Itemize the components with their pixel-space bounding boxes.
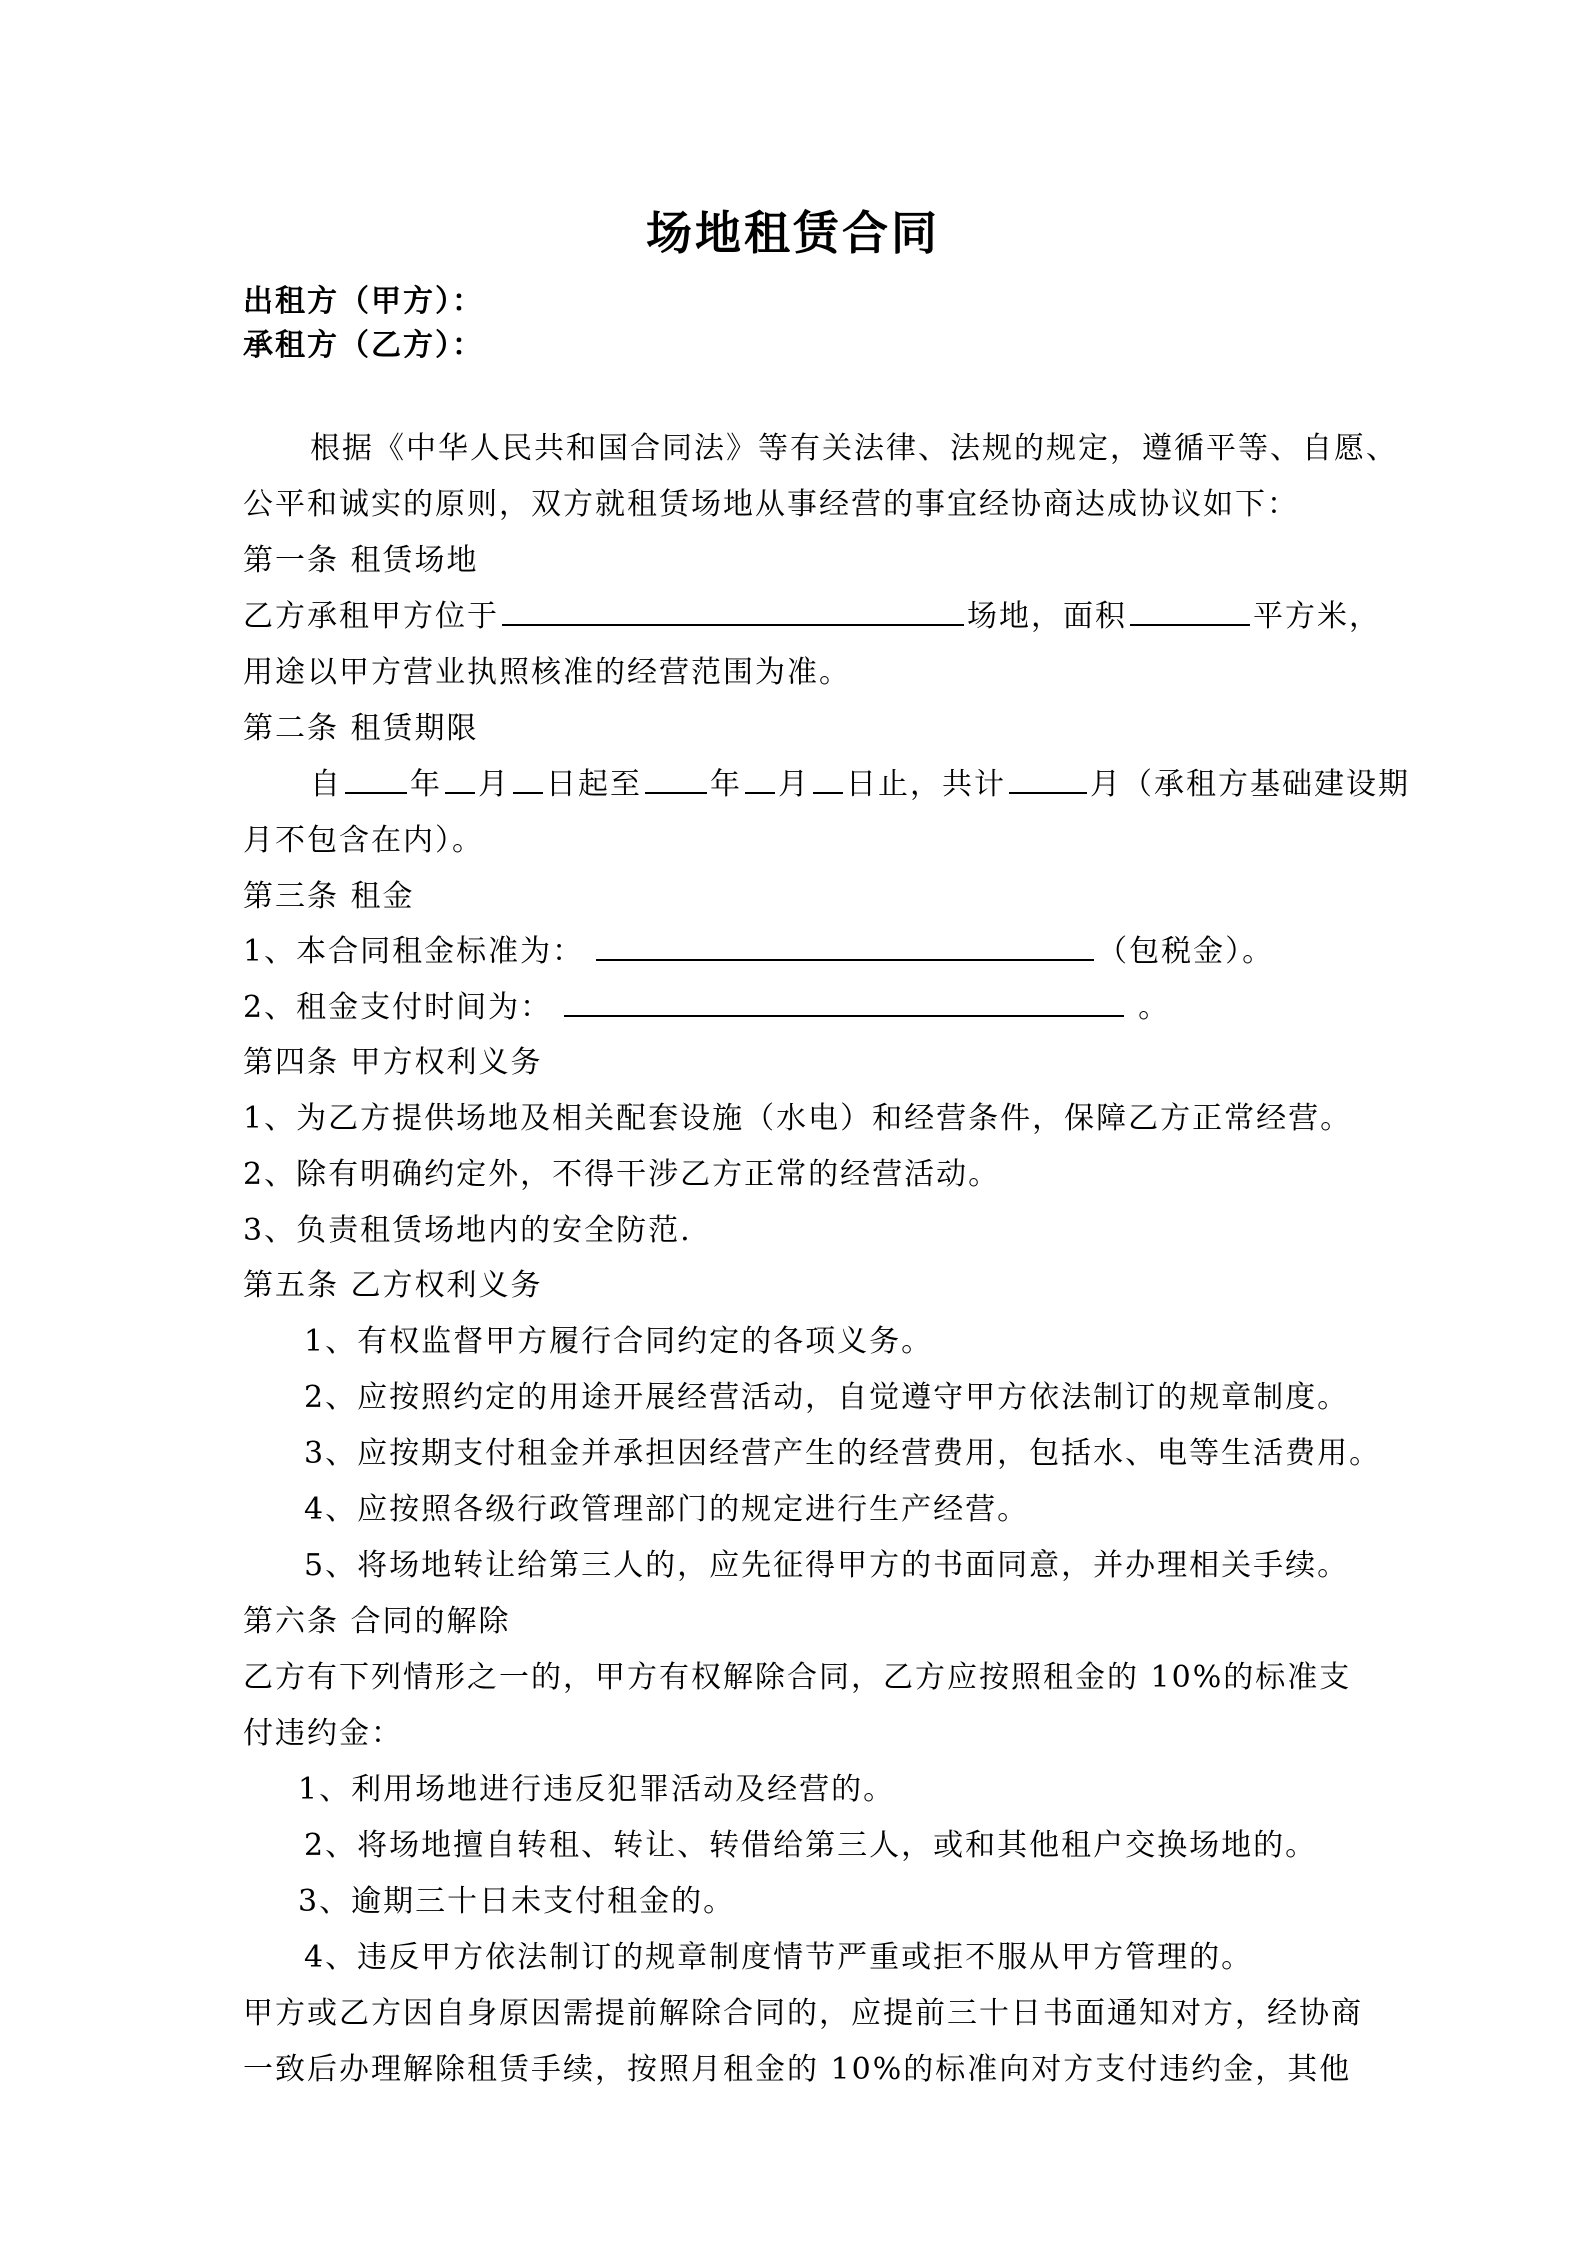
article-6-para-2-line-2: 一致后办理解除租赁手续，按照月租金的 10%的标准向对方支付违约金，其他 <box>243 2052 1352 2087</box>
article-5-item: 5、将场地转让给第三人的，应先征得甲方的书面同意，并办理相关手续。 <box>304 1548 1350 1583</box>
start-year-blank <box>345 766 407 794</box>
rent-payment-blank <box>564 989 1124 1017</box>
article-6-heading: 第六条 合同的解除 <box>243 1604 511 1639</box>
article-6-item: 4、违反甲方依法制订的规章制度情节严重或拒不服从甲方管理的。 <box>304 1940 1254 1975</box>
start-day-blank <box>513 766 543 794</box>
article-1-heading: 第一条 租赁场地 <box>243 543 479 578</box>
article-6-item: 3、逾期三十日未支付租金的。 <box>298 1884 736 1919</box>
article-3-item-1 <box>243 932 1274 972</box>
article-5-item: 1、有权监督甲方履行合同约定的各项义务。 <box>304 1324 934 1359</box>
article-5-item: 4、应按照各级行政管理部门的规定进行生产经营。 <box>304 1492 1030 1527</box>
lessor-label: 出租方（甲方）： <box>243 284 484 319</box>
article-5-item: 3、应按期支付租金并承担因经营产生的经营费用，包括水、电等生活费用。 <box>304 1436 1382 1471</box>
article-1-text-area: 场地，面积 <box>967 599 1127 634</box>
rent-standard-label: 1、本合同租金标准为： <box>243 934 585 969</box>
total-months-blank <box>1009 766 1087 794</box>
article-5-heading: 第五条 乙方权利义务 <box>243 1268 543 1303</box>
term-year-text: 年 <box>410 767 442 802</box>
article-1-text-unit: 平方米， <box>1253 599 1381 634</box>
article-4-item: 1、为乙方提供场地及相关配套设施（水电）和经营条件，保障乙方正常经营。 <box>243 1101 1353 1136</box>
area-blank <box>1130 598 1250 626</box>
article-5-item: 2、应按照约定的用途开展经营活动，自觉遵守甲方依法制订的规章制度。 <box>304 1380 1350 1415</box>
term-month2-text: 月 <box>778 767 810 802</box>
term-to-text: 日起至 <box>546 767 642 802</box>
article-2-line-1 <box>310 765 1410 805</box>
article-6-para-1-line-1: 乙方有下列情形之一的，甲方有权解除合同，乙方应按照租金的 10%的标准支 <box>243 1660 1352 1695</box>
rent-payment-suffix: 。 <box>1138 990 1171 1025</box>
end-day-blank <box>813 766 843 794</box>
article-3-item-2 <box>243 988 1170 1028</box>
article-6-item: 2、将场地擅自转租、转让、转借给第三人，或和其他租户交换场地的。 <box>304 1828 1318 1863</box>
article-6-para-1-line-2: 付违约金： <box>243 1716 403 1751</box>
article-6-para-2-line-1: 甲方或乙方因自身原因需提前解除合同的，应提前三十日书面通知对方，经协商 <box>243 1996 1363 2031</box>
term-month3-text: 月（承租方基础建设期 <box>1090 767 1410 802</box>
start-month-blank <box>445 766 475 794</box>
end-year-blank <box>645 766 707 794</box>
term-end-text: 日止，共计 <box>846 767 1006 802</box>
article-4-item: 3、负责租赁场地内的安全防范. <box>243 1213 692 1248</box>
article-1-line-2: 用途以甲方营业执照核准的经营范围为准。 <box>243 655 851 690</box>
term-from-text: 自 <box>310 767 342 802</box>
article-1-line-1 <box>243 597 1381 637</box>
intro-line-1: 根据《中华人民共和国合同法》等有关法律、法规的规定，遵循平等、自愿、 <box>310 431 1398 466</box>
end-month-blank <box>745 766 775 794</box>
article-4-heading: 第四条 甲方权利义务 <box>243 1045 543 1080</box>
rent-standard-suffix: （包税金）。 <box>1097 934 1275 969</box>
article-3-heading: 第三条 租金 <box>243 879 415 914</box>
article-2-heading: 第二条 租赁期限 <box>243 711 479 746</box>
location-blank <box>502 598 964 626</box>
article-6-item: 1、利用场地进行违反犯罪活动及经营的。 <box>298 1772 896 1807</box>
article-2-line-2: 月不包含在内）。 <box>243 823 484 858</box>
article-1-text-location: 乙方承租甲方位于 <box>243 599 499 634</box>
article-4-item: 2、除有明确约定外，不得干涉乙方正常的经营活动。 <box>243 1157 1001 1192</box>
term-year2-text: 年 <box>710 767 742 802</box>
document-title: 场地租赁合同 <box>646 206 940 260</box>
rent-standard-blank <box>596 933 1094 961</box>
intro-line-2: 公平和诚实的原则，双方就租赁场地从事经营的事宜经协商达成协议如下： <box>243 487 1299 522</box>
rent-payment-label: 2、租金支付时间为： <box>243 990 553 1025</box>
term-month-text: 月 <box>478 767 510 802</box>
lessee-label: 承租方（乙方）： <box>243 328 484 363</box>
